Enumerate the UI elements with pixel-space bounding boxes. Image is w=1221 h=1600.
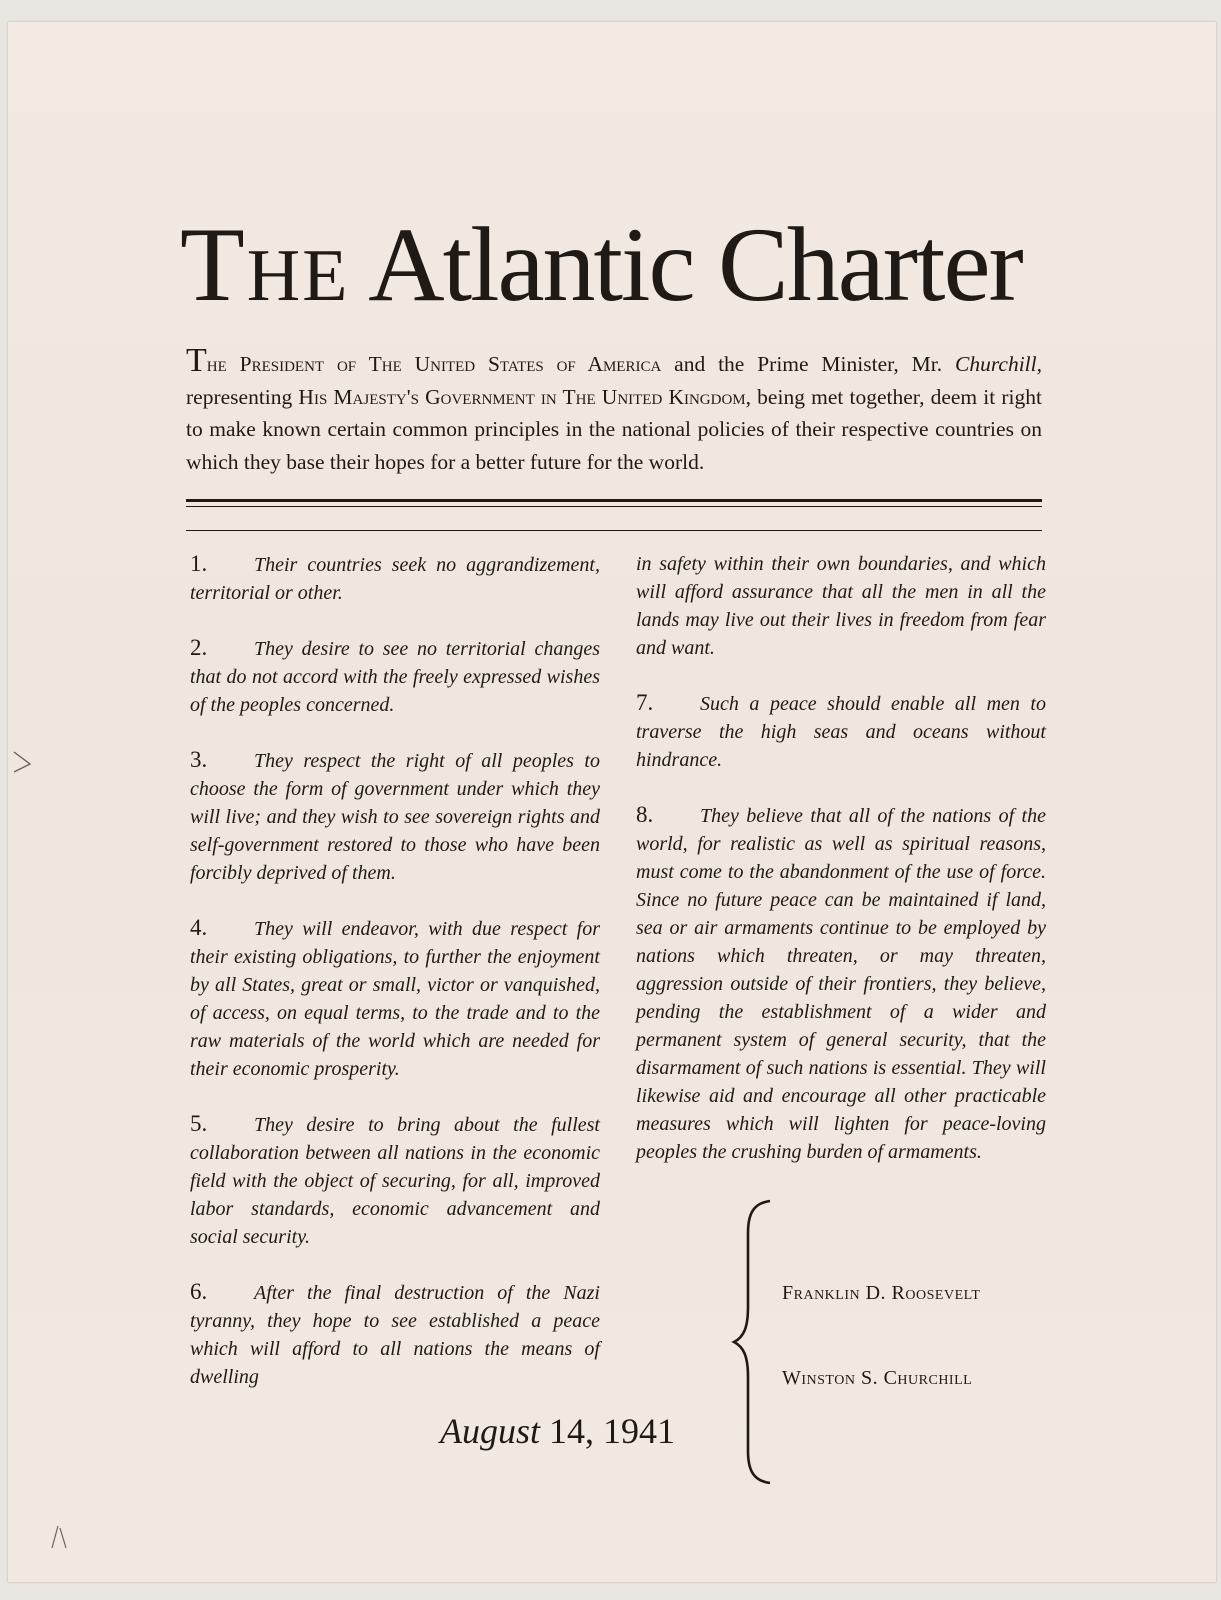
- charter-sheet: [8, 22, 1216, 1582]
- preamble: [186, 342, 1043, 478]
- point-2: [190, 634, 600, 719]
- point-text: in safety within their own boundaries, and which will afford assurance that all the men in all the lands may live out their lives in freedom from fear and want.: [636, 553, 1046, 659]
- right-column: [636, 550, 1046, 1193]
- point-text: Such a peace should enable all men to traverse the high seas and oceans without hindrance.: [636, 693, 1046, 771]
- point-text: They desire to bring about the fullest collaboration between all nations in the economic field with the object of securing, for all, improved labor standards, economic advancement and social security.: [190, 1114, 600, 1248]
- point-3: [190, 746, 600, 887]
- date-month: August: [440, 1411, 541, 1451]
- title-main: Atlantic Charter: [368, 206, 1022, 323]
- point-text: They believe that all of the nations of the world, for realistic as well as spiritual reasons, must come to the abandonment of the use of force. Since no future peace can be maintained if land, sea or air armaments continue to be employed by nations which threaten, or may threaten, aggression outside of their frontiers, they believe, pending the establishment of a wider and permanent system of general security, that the disarmament of such nations is essential. They will likewise aid and encourage all other practicable measures which will lighten for peace-loving peoples the crushing burden of armaments.: [636, 805, 1046, 1163]
- point-7: [636, 689, 1046, 774]
- pencil-mark-icon: [46, 1522, 76, 1552]
- point-8: [636, 801, 1046, 1166]
- point-text: They will endeavor, with due respect for their existing obligations, to further the enjoyment by all States, great or small, victor or vanquished, of access, on equal terms, to the trade and to the raw materials of the world which are needed for their economic prosperity.: [190, 918, 600, 1080]
- point-number: 8.: [636, 802, 654, 827]
- point-number: 2.: [190, 635, 208, 660]
- divider-lower: [186, 530, 1042, 531]
- left-column: [190, 550, 600, 1418]
- preamble-part-1: he President of: [206, 352, 369, 376]
- preamble-part-5: representing: [186, 384, 299, 409]
- signatory-churchill: Winston S. Churchill: [782, 1367, 973, 1389]
- point-text: They respect the right of all peoples to choose the form of government under which they will live; and they wish to see sovereign rights and self-government restored to those who have been forcibly deprived of them.: [190, 750, 600, 884]
- preamble-dropcap: T: [186, 342, 207, 379]
- margin-arrow-icon: [6, 748, 34, 776]
- page-title: [180, 200, 1060, 330]
- point-number: 1.: [190, 551, 208, 576]
- signature-block: [728, 1197, 1058, 1487]
- preamble-churchill: Churchill,: [955, 352, 1042, 376]
- point-number: 3.: [190, 747, 208, 772]
- point-6-continued: [636, 550, 1046, 662]
- point-number: 7.: [636, 690, 654, 715]
- charter-date: [440, 1410, 675, 1452]
- point-number: 5.: [190, 1111, 208, 1136]
- point-text: After the final destruction of the Nazi tyranny, they hope to see established a peace which will afford to all nations the means of dwelling: [190, 1282, 600, 1388]
- preamble-part-7: , being met together, deem it right to make known certain common principles in the national policies of their respective countries on which they base their hopes for a better future for the world.: [186, 384, 1043, 474]
- point-5: [190, 1110, 600, 1251]
- point-text: Their countries seek no aggrandizement, territorial or other.: [190, 554, 600, 604]
- point-text: They desire to see no territorial changes that do not accord with the freely expressed wishes of the peoples concerned.: [190, 638, 600, 716]
- divider-thick: [186, 499, 1042, 502]
- point-number: 6.: [190, 1279, 208, 1304]
- curly-brace-icon: [728, 1197, 778, 1487]
- preamble-usa: The United States of America: [368, 352, 662, 376]
- preamble-government: His Majesty's Government in The United Kingdom: [298, 384, 746, 409]
- title-prefix: The: [180, 206, 350, 323]
- divider-thin: [186, 506, 1042, 507]
- point-number: 4.: [190, 915, 208, 940]
- point-6: [190, 1278, 600, 1391]
- date-day-year: 14, 1941: [540, 1411, 676, 1451]
- signatory-roosevelt: Franklin D. Roosevelt: [782, 1282, 981, 1304]
- point-1: [190, 550, 600, 607]
- preamble-part-3: and the Prime Minister, Mr.: [661, 352, 955, 376]
- point-4: [190, 914, 600, 1083]
